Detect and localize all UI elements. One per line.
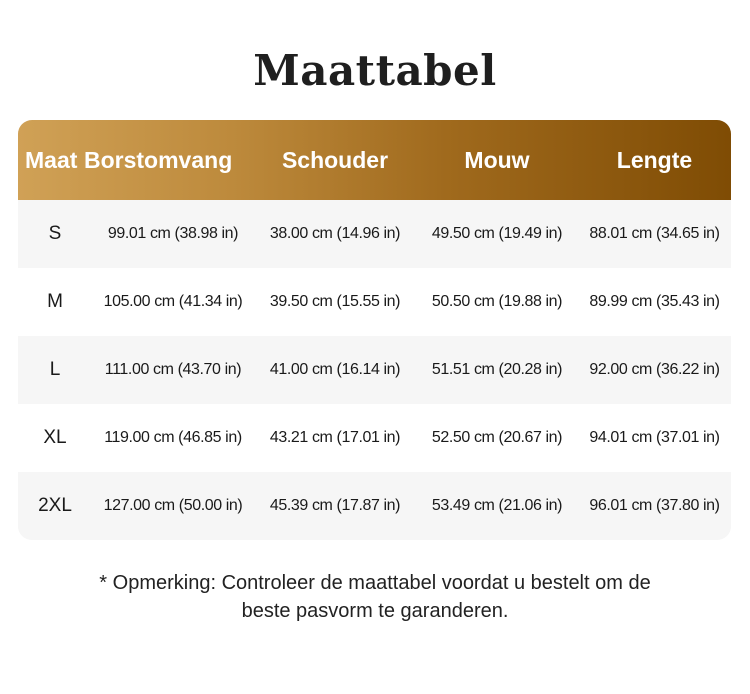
header-size: Maat [25, 146, 78, 173]
table-row [18, 404, 731, 472]
sleeve-cell: 49.50 cm (19.49 in) [431, 225, 563, 242]
chest-cell: 105.00 cm (41.34 in) [103, 293, 243, 310]
length-cell: 96.01 cm (37.80 in) [589, 497, 720, 514]
table-row [18, 200, 731, 268]
sleeve-cell: 50.50 cm (19.88 in) [431, 293, 563, 310]
size-cell: S [48, 223, 62, 244]
size-cell: M [47, 291, 63, 312]
chest-cell: 119.00 cm (46.85 in) [104, 429, 242, 446]
shoulder-cell: 45.39 cm (17.87 in) [269, 497, 401, 514]
chest-cell: 111.00 cm (43.70 in) [104, 361, 242, 378]
note-line-1: * Opmerking: Controleer de maattabel voordat u bestelt om de [99, 572, 651, 594]
length-cell: 89.99 cm (35.43 in) [589, 293, 720, 310]
table-row [18, 268, 731, 336]
order-note [0, 569, 750, 625]
note-line-2: beste pasvorm te garanderen. [241, 600, 509, 622]
shoulder-cell: 41.00 cm (16.14 in) [269, 361, 401, 378]
chest-cell: 127.00 cm (50.00 in) [103, 497, 243, 514]
header-chest: Borstomvang [84, 146, 233, 173]
length-cell: 88.01 cm (34.65 in) [589, 225, 720, 242]
header-sleeve: Mouw [464, 146, 530, 173]
length-cell: 92.00 cm (36.22 in) [589, 361, 720, 378]
table-row [18, 472, 731, 540]
chest-cell: 99.01 cm (38.98 in) [107, 225, 239, 242]
size-table [18, 120, 731, 540]
table-header [18, 120, 731, 200]
page-title: Maattabel [253, 46, 497, 95]
header-shoulder: Schouder [281, 146, 389, 173]
table-row [18, 336, 731, 404]
sleeve-cell: 52.50 cm (20.67 in) [431, 429, 563, 446]
header-length: Lengte [616, 146, 693, 173]
shoulder-cell: 38.00 cm (14.96 in) [269, 225, 401, 242]
shoulder-cell: 43.21 cm (17.01 in) [269, 429, 401, 446]
shoulder-cell: 39.50 cm (15.55 in) [269, 293, 401, 310]
size-cell: XL [43, 427, 67, 448]
size-cell: L [49, 359, 61, 380]
sleeve-cell: 51.51 cm (20.28 in) [431, 361, 563, 378]
size-cell: 2XL [38, 495, 72, 516]
sleeve-cell: 53.49 cm (21.06 in) [431, 497, 563, 514]
length-cell: 94.01 cm (37.01 in) [589, 429, 720, 446]
